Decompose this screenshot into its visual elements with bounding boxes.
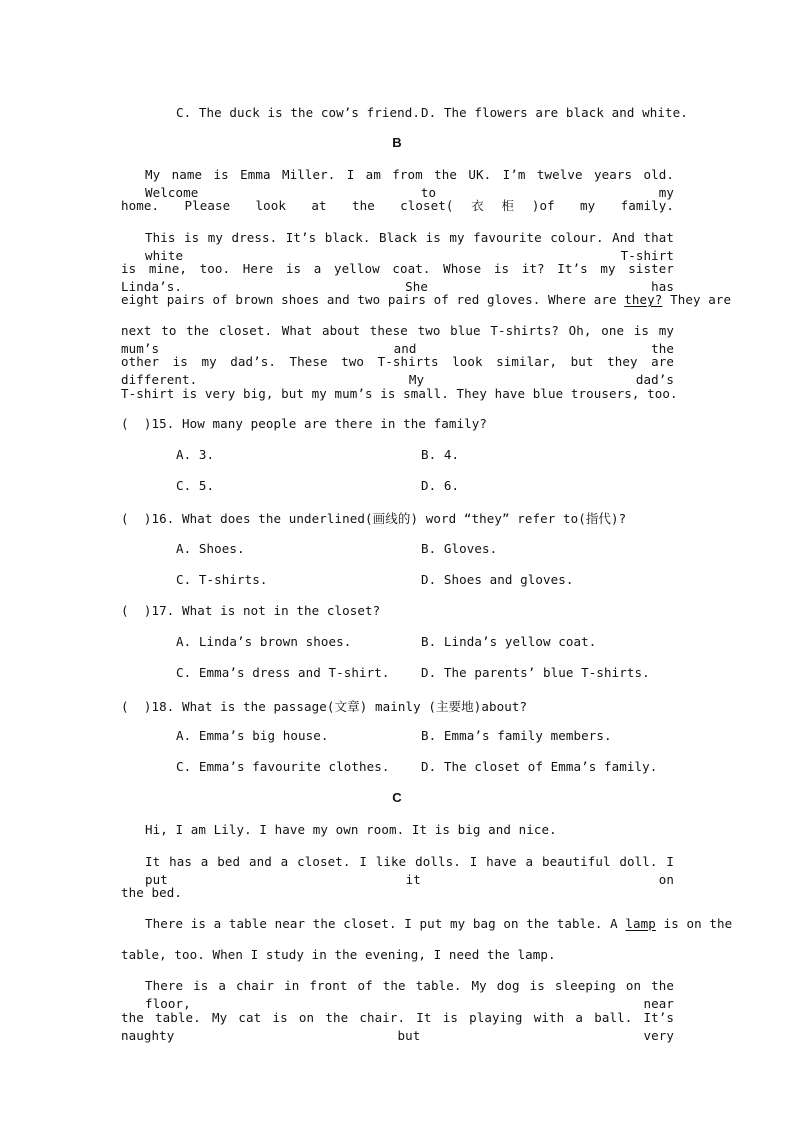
section-heading-b: B (392, 135, 402, 150)
question-17-stem: ( )17. What is not in the closet? (121, 603, 381, 618)
text-segment: eight pairs of brown shoes and two pairs of red gloves. Where are (121, 292, 625, 307)
question-15-stem: ( )15. How many people are there in the family? (121, 416, 488, 431)
passage-b-line-underlined (121, 291, 731, 309)
text-segment: is on the (655, 916, 733, 931)
question-16-option-c: C. T-shirts. (176, 572, 268, 587)
passage-c-line: There is a chair in front of the table. My dog is sleeping on the floor, near (145, 978, 674, 1011)
question-17-option-d: D. The parents’ blue T-shirts. (421, 665, 650, 680)
question-17-option-c: C. Emma’s dress and T-shirt. (176, 665, 390, 680)
passage-c-line: Hi, I am Lily. I have my own room. It is big and nice. (145, 822, 557, 837)
question-18-option-a: A. Emma’s big house. (176, 728, 329, 743)
text-segment: There is a table near the closet. I put my bag on the table. A (145, 916, 626, 931)
question-16-option-b: B. Gloves. (421, 541, 498, 556)
passage-b-line: is mine, too. Here is a yellow coat. Whose is it? It’s my sister Linda’s. She has (121, 261, 674, 294)
question-16-stem: ( )16. What does the underlined(画线的) word “they” refer to(指代)? (121, 511, 627, 526)
question-18-option-b: B. Emma’s family members. (421, 728, 612, 743)
passage-c-line-underlined (145, 915, 733, 933)
section-heading-c: C (392, 790, 402, 805)
question-17-option-b: B. Linda’s yellow coat. (421, 634, 597, 649)
passage-c-line: the bed. (121, 885, 183, 900)
passage-b-line: other is my dad’s. These two T-shirts look similar, but they are different. My dad’s (121, 354, 674, 387)
passage-b-line: next to the closet. What about these two blue T-shirts? Oh, one is my mum’s and the (121, 323, 674, 356)
underlined-word-they: they? (624, 292, 663, 307)
passage-c-line: It has a bed and a closet. I like dolls. I have a beautiful doll. I put it on (145, 854, 674, 887)
passage-b-line: home. Please look at the closet(衣柜)of my family. (121, 198, 674, 213)
question-16-option-d: D. Shoes and gloves. (421, 572, 574, 587)
passage-b-line: This is my dress. It’s black. Black is my favourite colour. And that white T-shirt (145, 230, 674, 263)
passage-c-line: table, too. When I study in the evening, I need the lamp. (121, 947, 556, 962)
question-15-option-b: B. 4. (421, 447, 460, 462)
question-15-option-d: D. 6. (421, 478, 460, 493)
text-segment: They are (662, 292, 732, 307)
passage-b-line: T-shirt is very big, but my mum’s is small. They have blue trousers, too. (121, 386, 678, 401)
passage-c-line: the table. My cat is on the chair. It is playing with a ball. It’s naughty but very (121, 1010, 674, 1043)
question-18-option-c: C. Emma’s favourite clothes. (176, 759, 390, 774)
passage-b-line: My name is Emma Miller. I am from the UK. I’m twelve years old. Welcome to my (145, 167, 674, 200)
option-c-prev: C. The duck is the cow’s friend. (176, 105, 421, 120)
option-d-prev: D. The flowers are black and white. (421, 105, 688, 120)
question-15-option-c: C. 5. (176, 478, 215, 493)
question-15-option-a: A. 3. (176, 447, 215, 462)
underlined-word-lamp: lamp (625, 916, 656, 931)
question-17-option-a: A. Linda’s brown shoes. (176, 634, 352, 649)
question-16-option-a: A. Shoes. (176, 541, 245, 556)
question-18-option-d: D. The closet of Emma’s family. (421, 759, 658, 774)
question-18-stem: ( )18. What is the passage(文章) mainly (主要地)about? (121, 699, 528, 714)
